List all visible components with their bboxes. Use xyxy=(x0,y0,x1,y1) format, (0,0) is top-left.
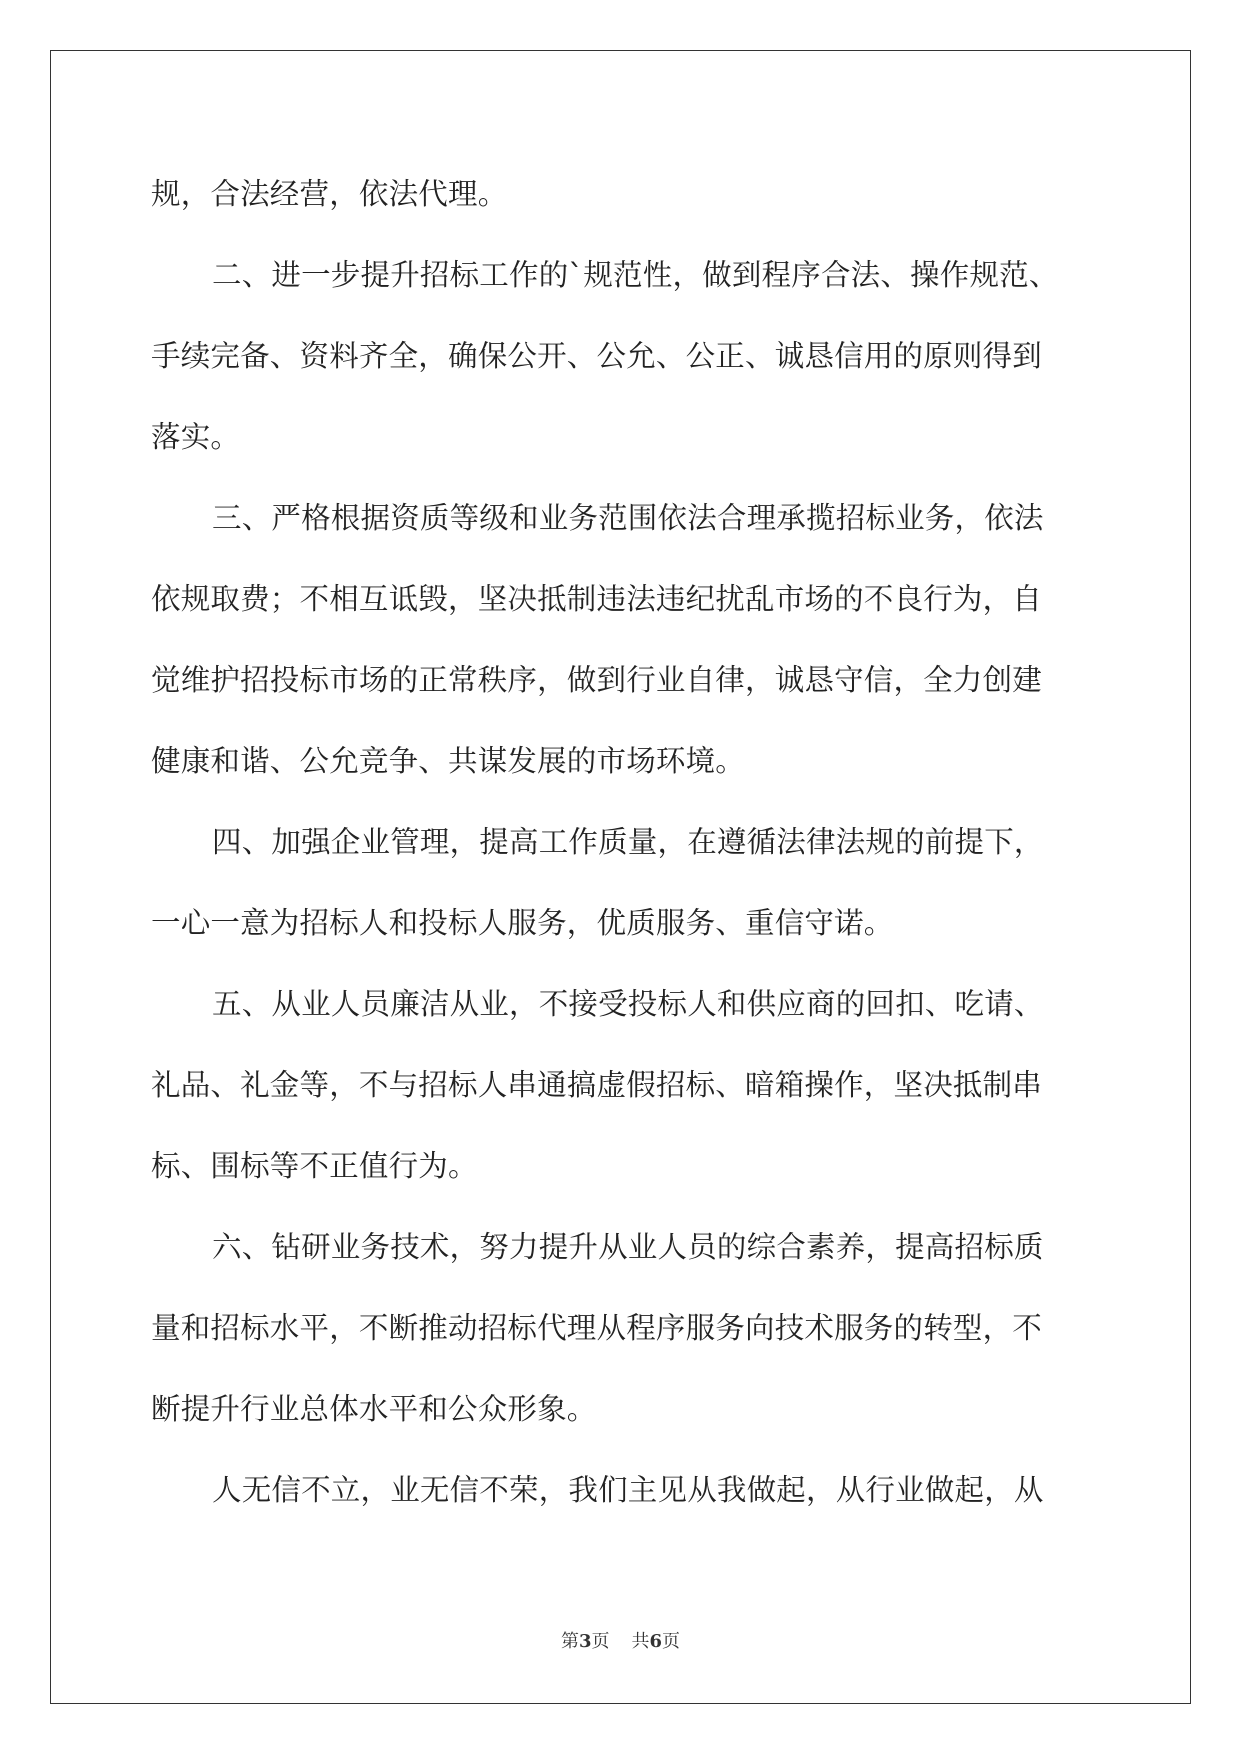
text-line: 手续完备、资料齐全，确保公开、公允、公正、诚恳信用的原则得到 xyxy=(151,339,1043,373)
document-body xyxy=(151,160,1091,1537)
text-line: 一心一意为招标人和投标人服务，优质服务、重信守诺。 xyxy=(151,906,894,940)
total-suffix: 页 xyxy=(662,1631,681,1652)
page-footer xyxy=(0,1627,1241,1653)
total-prefix: 共 xyxy=(631,1631,650,1652)
total-pages-number: 6 xyxy=(649,1631,663,1652)
text-line: 量和招标水平，不断推动招标代理从程序服务向技术服务的转型，不 xyxy=(151,1311,1043,1345)
text-line: 依规取费；不相互诋毁，坚决抵制违法违纪扰乱市场的不良行为，自 xyxy=(151,582,1043,616)
paragraph-2-start: 二、进一步提升招标工作的`规范性，做到程序合法、操作规范、 xyxy=(212,258,1059,292)
text-line: 标、围标等不正值行为。 xyxy=(151,1149,478,1183)
current-page-number: 3 xyxy=(578,1631,592,1652)
text-line: 落实。 xyxy=(151,420,241,454)
paragraph-4-start: 四、加强企业管理，提高工作质量，在遵循法律法规的前提下， xyxy=(212,825,1044,859)
paragraph-6-start: 六、钻研业务技术，努力提升从业人员的综合素养，提高招标质 xyxy=(212,1230,1044,1264)
text-line: 礼品、礼金等，不与招标人串通搞虚假招标、暗箱操作，坚决抵制串 xyxy=(151,1068,1043,1102)
text-line: 健康和谐、公允竞争、共谋发展的市场环境。 xyxy=(151,744,746,778)
text-line: 断提升行业总体水平和公众形象。 xyxy=(151,1392,597,1426)
page-suffix: 页 xyxy=(591,1631,610,1652)
text-line: 规，合法经营，依法代理。 xyxy=(151,177,508,211)
paragraph-7-start: 人无信不立，业无信不荣，我们主见从我做起，从行业做起，从 xyxy=(212,1473,1044,1507)
paragraph-3-start: 三、严格根据资质等级和业务范围依法合理承揽招标业务，依法 xyxy=(212,501,1044,535)
text-line: 觉维护招投标市场的正常秩序，做到行业自律，诚恳守信，全力创建 xyxy=(151,663,1043,697)
page-prefix: 第 xyxy=(560,1631,579,1652)
paragraph-5-start: 五、从业人员廉洁从业，不接受投标人和供应商的回扣、吃请、 xyxy=(212,987,1044,1021)
